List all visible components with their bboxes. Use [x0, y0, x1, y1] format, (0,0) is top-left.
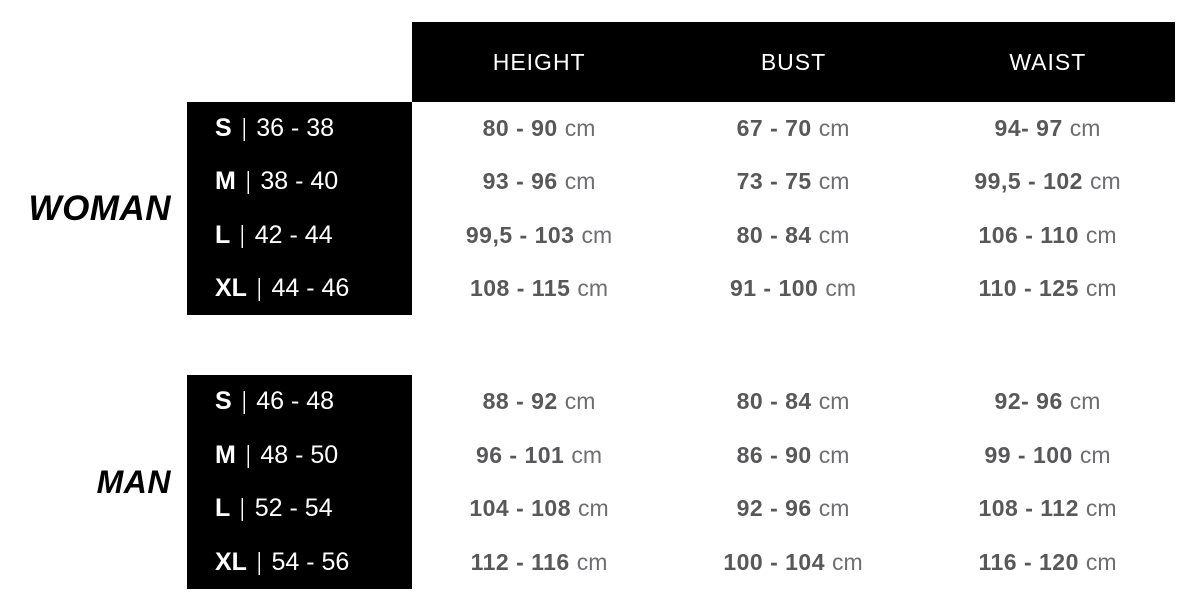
- cell-woman-xl-height: [412, 262, 666, 315]
- measurement-unit: cm: [1085, 495, 1117, 522]
- cell-woman-xl-waist: [920, 262, 1175, 315]
- cell-man-s-bust: [666, 375, 920, 429]
- size-code: XL: [215, 273, 247, 302]
- measurement-unit: cm: [825, 274, 857, 301]
- cell-man-l-waist: [920, 482, 1175, 536]
- measurement-unit: cm: [818, 441, 850, 468]
- measurement-unit: cm: [577, 274, 609, 301]
- measurement-unit: cm: [818, 168, 850, 195]
- size-separator: |: [256, 273, 262, 302]
- size-code: S: [215, 387, 232, 416]
- measurement-unit: cm: [1085, 221, 1117, 248]
- section-label-woman: WOMAN: [28, 188, 171, 228]
- cell-woman-xl-bust: [666, 262, 920, 315]
- size-code: S: [215, 114, 232, 143]
- measurement-value: 112 - 116: [470, 548, 570, 575]
- size-cell-woman-xl: [187, 262, 412, 315]
- cell-man-s-height: [412, 375, 666, 429]
- size-cell-man-m: [187, 429, 412, 483]
- size-cell-man-s: [187, 375, 412, 429]
- section-woman: [0, 102, 1175, 315]
- measurement-unit: cm: [1069, 115, 1101, 142]
- measurement-value: 99,5 - 103: [465, 221, 575, 248]
- size-code: L: [215, 494, 231, 523]
- table-header: [412, 22, 1175, 102]
- size-separator: |: [240, 494, 245, 523]
- section-man: [0, 375, 1175, 589]
- measurement-unit: cm: [832, 548, 863, 575]
- size-code: M: [215, 167, 236, 196]
- size-code: M: [215, 440, 236, 469]
- cell-woman-m-waist: [920, 155, 1175, 208]
- measurement-unit: cm: [564, 115, 596, 142]
- size-range: 52 - 54: [254, 494, 333, 523]
- measurement-unit: cm: [818, 495, 850, 522]
- cell-man-l-bust: [666, 482, 920, 536]
- measurement-value: 100 - 104: [723, 548, 826, 575]
- measurement-unit: cm: [578, 495, 609, 522]
- size-separator: |: [245, 440, 251, 469]
- measurement-unit: cm: [571, 441, 603, 468]
- measurement-value: 104 - 108: [469, 495, 572, 522]
- cell-woman-s-waist: [920, 102, 1175, 155]
- measurement-unit: cm: [1079, 441, 1111, 468]
- cell-man-m-waist: [920, 429, 1175, 483]
- measurement-unit: cm: [581, 221, 613, 248]
- cell-woman-m-bust: [666, 155, 920, 208]
- section-label-man: MAN: [96, 463, 171, 500]
- measurement-value: 106 - 110: [978, 221, 1079, 248]
- cell-man-l-height: [412, 482, 666, 536]
- measurement-unit: cm: [1085, 548, 1117, 575]
- size-cell-woman-l: [187, 209, 412, 262]
- measurement-unit: cm: [818, 115, 850, 142]
- measurement-unit: cm: [818, 221, 850, 248]
- measurement-value: 108 - 115: [469, 274, 571, 301]
- cell-woman-s-bust: [666, 102, 920, 155]
- column-header-bust: BUST: [760, 48, 827, 75]
- cell-woman-l-waist: [920, 209, 1175, 262]
- cell-man-xl-waist: [920, 536, 1175, 590]
- size-range: 48 - 50: [260, 440, 339, 469]
- measurement-unit: cm: [564, 388, 596, 415]
- measurement-value: 73 - 75: [736, 168, 812, 195]
- measurement-value: 80 - 84: [736, 388, 812, 415]
- cell-man-xl-height: [412, 536, 666, 590]
- size-range: 46 - 48: [256, 387, 335, 416]
- size-code: XL: [215, 547, 247, 576]
- measurement-value: 116 - 120: [978, 548, 1079, 575]
- measurement-value: 110 - 125: [978, 274, 1079, 301]
- measurement-unit: cm: [1085, 274, 1117, 301]
- measurement-value: 67 - 70: [736, 115, 812, 142]
- cell-woman-l-height: [412, 209, 666, 262]
- cell-woman-s-height: [412, 102, 666, 155]
- column-header-waist: WAIST: [1009, 48, 1087, 75]
- measurement-value: 86 - 90: [736, 441, 812, 468]
- measurement-unit: cm: [1089, 168, 1121, 195]
- size-cell-woman-s: [187, 102, 412, 155]
- size-separator: |: [245, 167, 251, 196]
- measurement-value: 80 - 90: [482, 115, 558, 142]
- measurement-value: 96 - 101: [475, 441, 565, 468]
- size-cell-woman-m: [187, 155, 412, 208]
- measurement-value: 94- 97: [994, 115, 1063, 142]
- measurement-value: 93 - 96: [482, 168, 558, 195]
- size-separator: |: [240, 220, 245, 249]
- measurement-value: 99,5 - 102: [974, 168, 1083, 195]
- size-cell-man-l: [187, 482, 412, 536]
- size-range: 44 - 46: [271, 273, 350, 302]
- measurement-unit: cm: [818, 388, 850, 415]
- size-range: 54 - 56: [271, 547, 350, 576]
- measurement-value: 92- 96: [994, 388, 1063, 415]
- measurement-unit: cm: [576, 548, 608, 575]
- size-range: 38 - 40: [260, 167, 339, 196]
- cell-man-m-height: [412, 429, 666, 483]
- measurement-value: 92 - 96: [736, 495, 812, 522]
- measurement-value: 80 - 84: [736, 221, 812, 248]
- measurement-value: 99 - 100: [984, 441, 1073, 468]
- size-range: 42 - 44: [254, 220, 333, 249]
- measurement-unit: cm: [1069, 388, 1101, 415]
- size-separator: |: [241, 114, 247, 143]
- size-range: 36 - 38: [256, 114, 335, 143]
- size-cell-man-xl: [187, 536, 412, 590]
- cell-man-xl-bust: [666, 536, 920, 590]
- cell-man-s-waist: [920, 375, 1175, 429]
- cell-woman-m-height: [412, 155, 666, 208]
- cell-man-m-bust: [666, 429, 920, 483]
- column-header-height: HEIGHT: [492, 48, 586, 75]
- measurement-value: 91 - 100: [729, 274, 819, 301]
- measurement-value: 108 - 112: [978, 495, 1079, 522]
- cell-woman-l-bust: [666, 209, 920, 262]
- measurement-value: 88 - 92: [482, 388, 558, 415]
- size-separator: |: [241, 387, 247, 416]
- size-separator: |: [256, 547, 262, 576]
- size-code: L: [215, 220, 231, 249]
- measurement-unit: cm: [564, 168, 596, 195]
